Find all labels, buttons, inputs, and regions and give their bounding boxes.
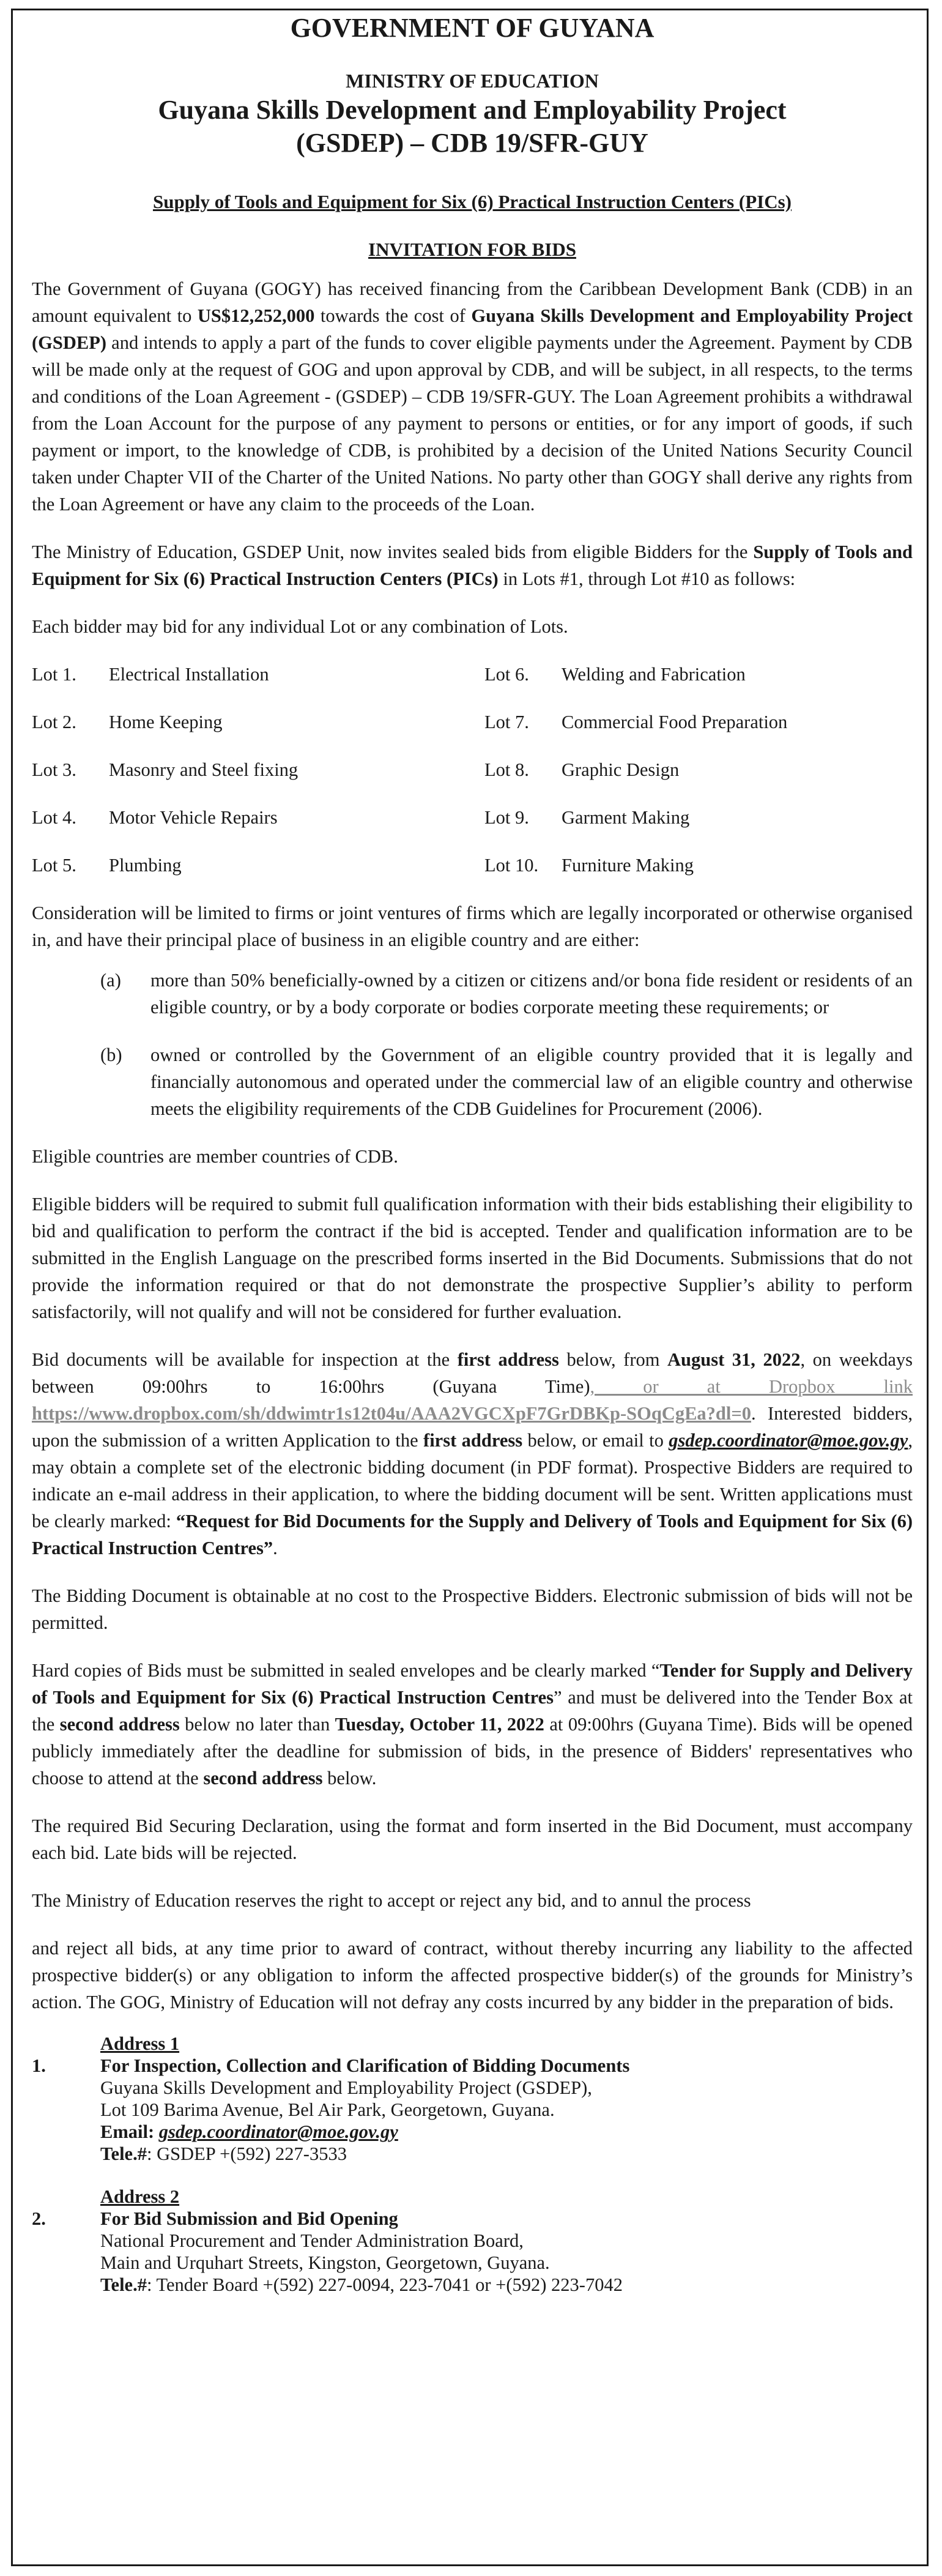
address2-block: 2. For Bid Submission and Bid Opening National Procurement and Tender Administration Board, Main and Urquhart Streets, Kingston, Georgetown, Guyana. Tele.#: Tender Board +(592) 227-0094, 223-7041 or +(592) 223-7042 [32,2208,623,2295]
project-title-line2: (GSDEP) – CDB 19/SFR-GUY [296,128,648,158]
list-item: Lot 1. Electrical Installation [32,664,269,685]
list-item: Lot 8. Graphic Design [484,759,680,780]
address2-line1: National Procurement and Tender Administration Board, [100,2230,524,2251]
address2-title: For Bid Submission and Bid Opening [100,2208,398,2229]
invitation-paragraph: The Ministry of Education, GSDEP Unit, now invites sealed bids from eligible Bidders for the Supply of Tools and Equipment for Six (6) Practical Instruction Centers (PICs) in Lots #1, through Lot #10 as follows: [32,542,913,589]
list-item: Lot 6. Welding and Fabrication [484,664,746,685]
address1-block: 1. For Inspection, Collection and Clarification of Bidding Documents Guyana Skills Development and Employability Project (GSDEP), Lot 109 Barima Avenue, Bel Air Park, Georgetown, Guyana. Email: gsdep.coordinator@moe.gov.gy Tele.#: GSDEP +(592) 227-3533 [32,2055,630,2164]
list-item: Lot 9. Garment Making [484,807,690,828]
list-item: Lot 3. Masonry and Steel fixing [32,759,299,780]
bid-documents-paragraph: Bid documents will be available for inspection at the first address below, from August 31, 2022, on weekdays between 09:00hrs to 16:00hrs (Guyana Time), or at Dropbox link https://www.dropbox.com/sh/ddwimtr1s12t04u/AAA2VGCXpF7GrDBKp-SOqCgEa?dl=0. Interested bidders, upon the submission of a written Application to the first address below, or email to gsdep.coordinator@moe.gov.gy, may obtain a complete set of the electronic bidding document (in PDF format). Prospective Bidders are required to indicate an e-mail address in their application, to where the bidding document will be sent. Written applications must be clearly marked: “Request for Bid Documents for the Supply and Delivery of Tools and Equipment for Six (6) Practical Instruction Centres”. [32,1349,913,1558]
project-title-line1: Guyana Skills Development and Employability Project [158,95,787,125]
address2-heading: Address 2 [100,2186,180,2207]
award-paragraph: and reject all bids, at any time prior to award of contract, without thereby incurring any liability to the affected prospective bidder(s) or any obligation to inform the affected prospective bidder(s) of the grounds for Ministry’s action. The GOG, Ministry of Education will not defray any costs incurred by any bidder in the preparation of bids. [32,1938,913,2012]
address1-email-link[interactable]: gsdep.coordinator@moe.gov.gy [158,2121,398,2142]
address1-line2: Lot 109 Barima Avenue, Bel Air Park, Georgetown, Guyana. [100,2099,555,2120]
list-item: Lot 4. Motor Vehicle Repairs [32,807,278,828]
address1-title: For Inspection, Collection and Clarification of Bidding Documents [100,2055,630,2076]
eligible-countries-paragraph: Eligible countries are member countries of CDB. [32,1146,398,1167]
address1-tel: Tele.#: GSDEP +(592) 227-3533 [100,2143,347,2164]
government-heading: GOVERNMENT OF GUYANA [290,13,655,43]
address1-heading: Address 1 [100,2033,180,2054]
criterion-b: (b) owned or controlled by the Government of an eligible country provided that it is legally and financially autonomous and operated under the commercial law of an eligible country and otherwise meets the eligibility requirements of the CDB Guidelines for Procurement (2006). [100,1044,913,1119]
submission-paragraph: Hard copies of Bids must be submitted in sealed envelopes and be clearly marked “Tender for Supply and Delivery of Tools and Equipment for Six (6) Practical Instruction Centres” and must be delivered into the Tender Box at the second address below no later than Tuesday, October 11, 2022 at 09:00hrs (Guyana Time). Bids will be opened publicly immediately after the deadline for submission of bids, in the presence of Bidders' representatives who choose to attend at the second address below. [32,1660,913,1789]
list-item: Lot 7. Commercial Food Preparation [484,712,788,732]
financing-paragraph: The Government of Guyana (GOGY) has received financing from the Caribbean Development Bank (CDB) in an amount equivalent to US$12,252,000 towards the cost of Guyana Skills Development and Employability Project (GSDEP) and intends to apply a part of the funds to cover eligible payments under the Agreement. Payment by CDB will be made only at the request of GOG and upon approval by CDB, and will be subject, in all respects, to the terms and conditions of the Loan Agreement - (GSDEP) – CDB 19/SFR-GUY. The Loan Agreement prohibits a withdrawal from the Loan Account for the purpose of any payment to persons or entities, or for any import of goods, if such payment or import, to the knowledge of CDB, is prohibited by a decision of the United Nations Security Council taken under Chapter VII of the Charter of the United Nations. No party other than GOGY shall derive any rights from the Loan Agreement or have any claim to the proceeds of the Loan. [32,278,913,515]
qualification-paragraph: Eligible bidders will be required to submit full qualification information with their bids establishing their eligibility to bid and qualification to perform the contract if the bid is accepted. Tender and qualification information are to be submitted in the English Language on the prescribed forms inserted in the Bid Documents. Submissions that do not provide the information required or that do not demonstrate the prospective Supplier’s ability to perform satisfactorily, will not qualify and will not be considered for further evaluation. [32,1194,913,1322]
eligibility-paragraph: Consideration will be limited to firms or joint ventures of firms which are legally incorporated or otherwise organised in, and have their principal place of business in an eligible country and are either: [32,903,913,950]
coordinator-email-link[interactable]: gsdep.coordinator@moe.gov.gy [669,1430,908,1451]
bid-security-paragraph: The required Bid Securing Declaration, using the format and form inserted in the Bid Document, must accompany each bid. Late bids will be rejected. [32,1815,913,1863]
supply-title: Supply of Tools and Equipment for Six (6) Practical Instruction Centers (PICs) [152,191,792,212]
list-item: Lot 10. Furniture Making [484,855,694,876]
no-cost-paragraph: The Bidding Document is obtainable at no cost to the Prospective Bidders. Electronic submission of bids will not be permitted. [32,1585,913,1633]
rights-paragraph: The Ministry of Education reserves the right to accept or reject any bid, and to annul the process [32,1890,751,1911]
invitation-title: INVITATION FOR BIDS [368,239,576,260]
address1-email: Email: gsdep.coordinator@moe.gov.gy [100,2121,398,2142]
address2-tel: Tele.#: Tender Board +(592) 227-0094, 223-7041 or +(592) 223-7042 [100,2274,623,2295]
loan-amount: US$12,252,000 [197,305,315,326]
dropbox-link[interactable]: https://www.dropbox.com/sh/ddwimtr1s12t04u/AAA2VGCXpF7GrDBKp-SOqCgEa?dl=0 [32,1403,751,1424]
lots-list [32,661,913,879]
ministry-heading: MINISTRY OF EDUCATION [346,70,599,92]
list-item: Lot 2. Home Keeping [32,712,223,732]
criterion-a: (a) more than 50% beneficially-owned by a citizen or citizens and/or bona fide resident or residents of an eligible country, or by a body corporate or bodies corporate meeting these requirements; or [100,970,913,1018]
list-item: Lot 5. Plumbing [32,855,182,876]
address2-line2: Main and Urquhart Streets, Kingston, Georgetown, Guyana. [100,2252,550,2273]
project-name: Guyana Skills Development and Employability Project (GSDEP) [32,305,913,353]
document-body [32,0,913,2296]
lot-combination-paragraph: Each bidder may bid for any individual Lot or any combination of Lots. [32,616,568,637]
address1-line1: Guyana Skills Development and Employability Project (GSDEP), [100,2077,592,2098]
